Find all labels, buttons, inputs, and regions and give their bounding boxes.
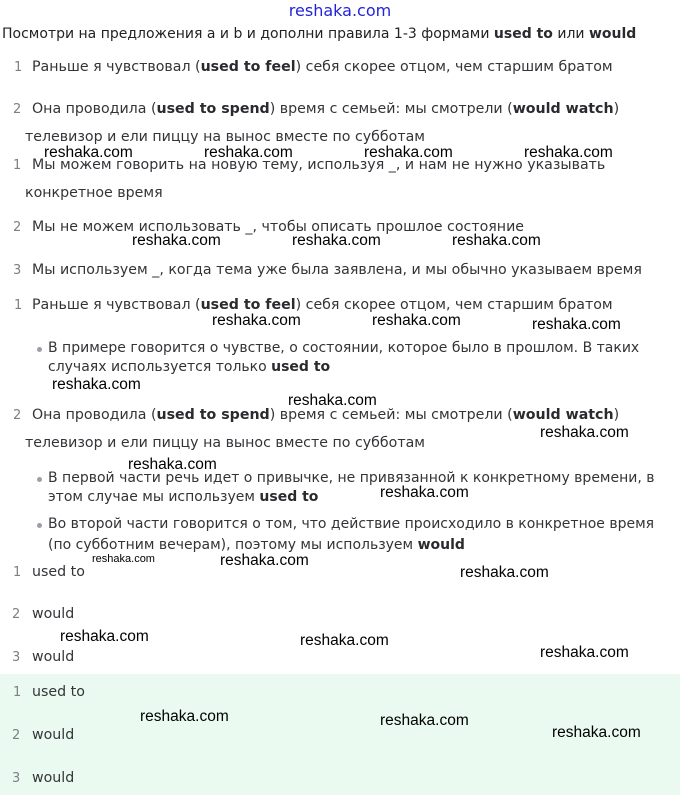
- watermark: reshaka.com: [204, 144, 293, 161]
- watermark: reshaka.com: [372, 312, 461, 329]
- final-answer-number: 3: [12, 771, 21, 786]
- explanation-text-cont: этом случае мы используем used to: [48, 489, 319, 505]
- bullet-icon: [37, 347, 42, 352]
- explanation-text-cont: (по субботним вечерам), поэтому мы используем would: [48, 537, 465, 553]
- watermark: reshaka.com: [524, 144, 613, 161]
- task-instruction: Посмотри на предложения a и b и дополни правила 1-3 формами used to или would: [2, 26, 637, 42]
- watermark: reshaka.com: [92, 553, 155, 565]
- final-answer-text: used to: [32, 684, 85, 700]
- example-sentence-cont: телевизор и ели пиццу на вынос вместе по субботам: [25, 129, 425, 145]
- watermark: reshaka.com: [364, 144, 453, 161]
- answer-number: 2: [12, 607, 21, 622]
- rule-number: 3: [13, 263, 22, 278]
- answer-text: would: [32, 649, 75, 665]
- watermark: reshaka.com: [532, 316, 621, 333]
- watermark: reshaka.com: [212, 312, 301, 329]
- watermark: reshaka.com: [132, 232, 221, 249]
- watermark: reshaka.com: [220, 552, 309, 569]
- answer-number: 3: [12, 650, 21, 665]
- rule-number: 1: [13, 158, 22, 173]
- example-number: 1: [14, 60, 23, 75]
- watermark: reshaka.com: [540, 424, 629, 441]
- rule-number: 2: [13, 220, 22, 235]
- watermark: reshaka.com: [540, 644, 629, 661]
- explanation-text: Во второй части говорится о том, что действие происходило в конкретное время: [48, 516, 655, 532]
- explanation-text: В первой части речь идет о привычке, не привязанной к конкретному времени, в: [48, 470, 655, 486]
- final-answer-text: would: [32, 727, 75, 743]
- example-number: 2: [13, 102, 22, 117]
- watermark: reshaka.com: [44, 144, 133, 161]
- final-answer-number: 2: [12, 728, 21, 743]
- watermark: reshaka.com: [552, 724, 641, 741]
- example-sentence: Раньше я чувствовал (used to feel) себя скорее отцом, чем старшим братом: [32, 59, 613, 75]
- rule-text: Мы можем говорить на новую тему, используя _, и нам не нужно указывать: [32, 157, 606, 173]
- example-sentence-cont: телевизор и ели пиццу на вынос вместе по субботам: [25, 435, 425, 451]
- watermark: reshaka.com: [380, 484, 469, 501]
- rule-text: Мы используем _, когда тема уже была заявлена, и мы обычно указываем время: [32, 262, 642, 278]
- example-number: 2: [13, 408, 22, 423]
- watermark: reshaka.com: [60, 628, 149, 645]
- site-title[interactable]: reshaka.com: [288, 1, 392, 20]
- watermark: reshaka.com: [380, 712, 469, 729]
- answer-text: would: [32, 606, 75, 622]
- bullet-icon: [37, 523, 42, 528]
- watermark: reshaka.com: [288, 392, 377, 409]
- example-sentence: Она проводила (used to spend) время с семьей: мы смотрели (would watch): [32, 407, 620, 423]
- watermark: reshaka.com: [460, 564, 549, 581]
- final-answer-number: 1: [13, 685, 22, 700]
- example-sentence: Она проводила (used to spend) время с семьей: мы смотрели (would watch): [32, 101, 620, 117]
- rule-text-cont: конкретное время: [25, 185, 163, 201]
- explanation-text: В примере говорится о чувстве, о состоянии, которое было в прошлом. В таких: [48, 340, 640, 356]
- bullet-icon: [37, 477, 42, 482]
- final-answer-text: would: [32, 770, 75, 786]
- answer-number: 1: [13, 565, 22, 580]
- explanation-text-cont: случаях используется только used to: [48, 359, 331, 375]
- watermark: reshaka.com: [52, 376, 141, 393]
- watermark: reshaka.com: [140, 708, 229, 725]
- example-number: 1: [14, 298, 23, 313]
- watermark: reshaka.com: [128, 456, 217, 473]
- example-sentence: Раньше я чувствовал (used to feel) себя скорее отцом, чем старшим братом: [32, 297, 613, 313]
- watermark: reshaka.com: [300, 632, 389, 649]
- answer-text: used to: [32, 564, 85, 580]
- watermark: reshaka.com: [452, 232, 541, 249]
- rule-text: Мы не можем использовать _, чтобы описать прошлое состояние: [32, 219, 525, 235]
- watermark: reshaka.com: [292, 232, 381, 249]
